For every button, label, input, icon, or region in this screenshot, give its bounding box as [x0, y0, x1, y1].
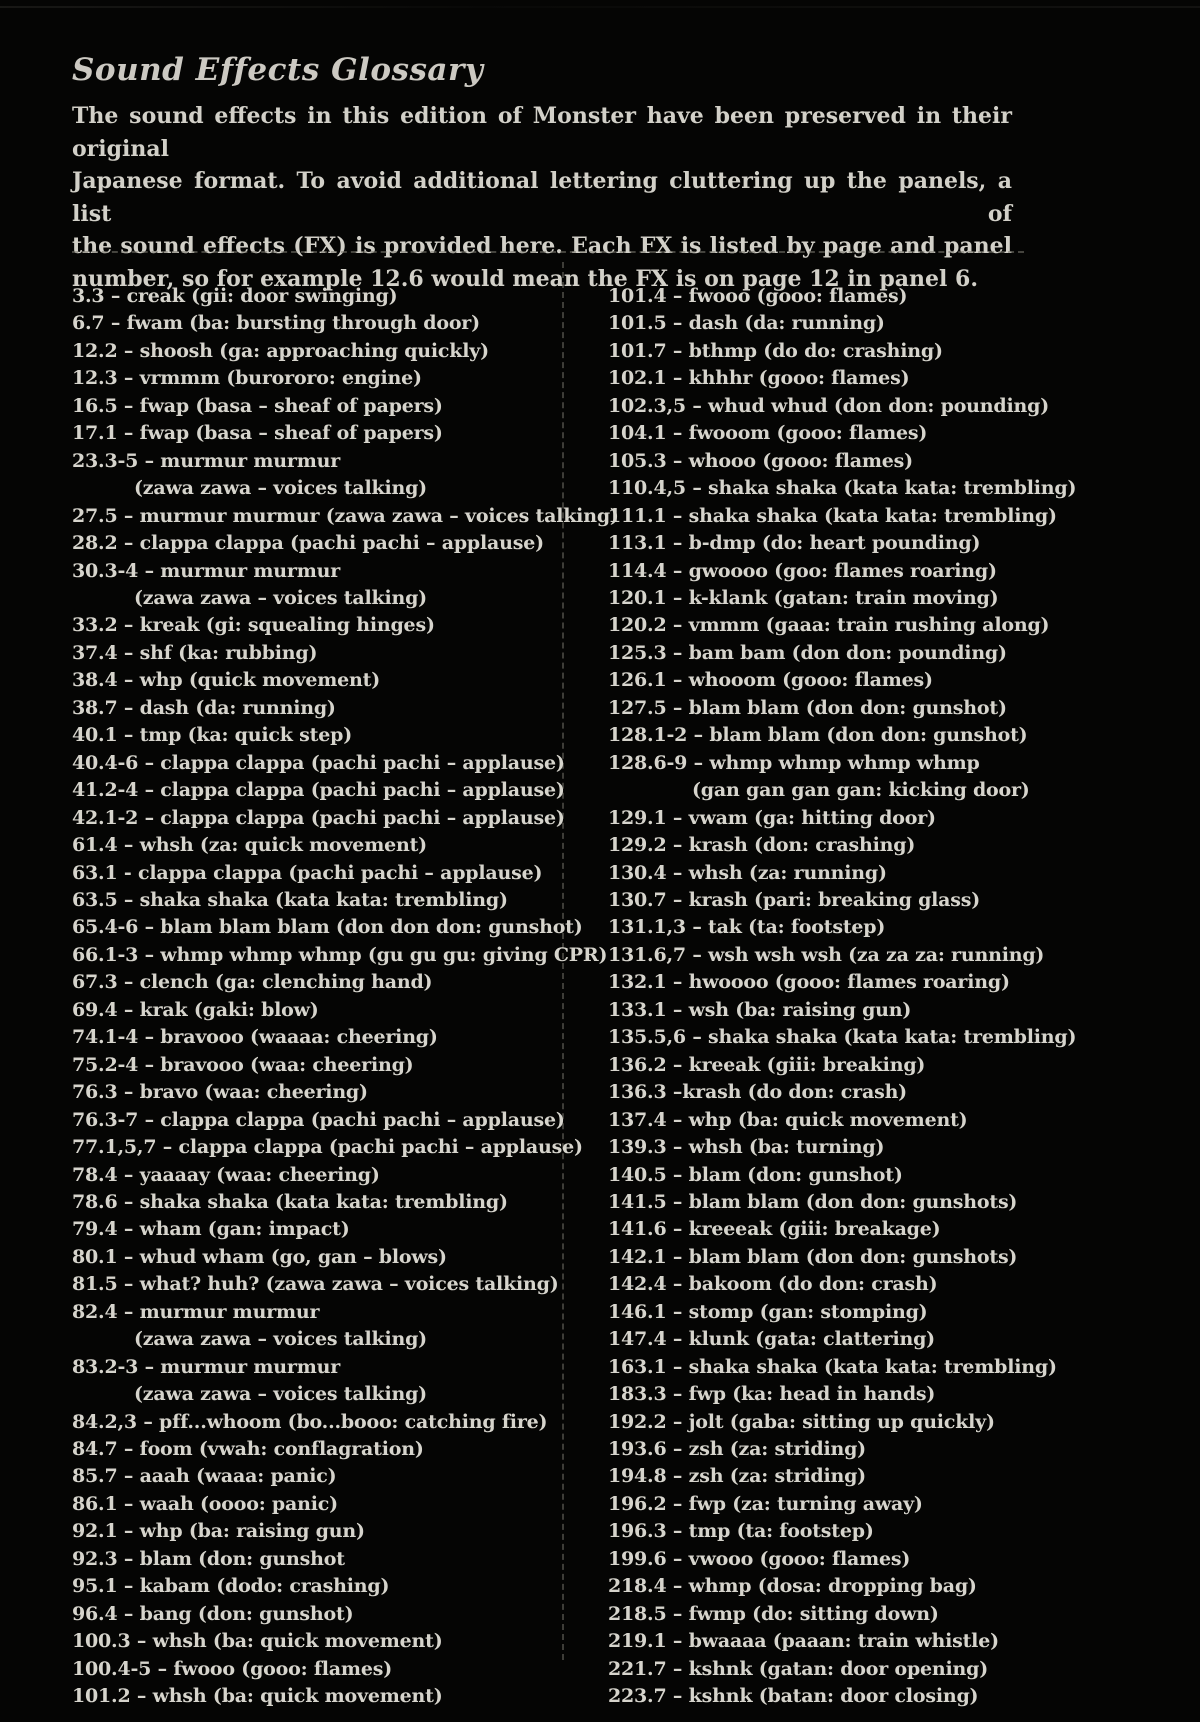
fx-entry: 30.3-4 – murmur murmur	[72, 559, 341, 582]
fx-entry: 63.5 – shaka shaka (kata kata: trembling)	[72, 888, 508, 911]
fx-entry: 146.1 – stomp (gan: stomping)	[608, 1300, 928, 1323]
fx-entry-continuation: (zawa zawa – voices talking)	[134, 1328, 427, 1351]
intro-line: number, so for example 12.6 would mean the FX is on page 12 in panel 6.	[72, 265, 979, 292]
fx-entry: 192.2 – jolt (gaba: sitting up quickly)	[608, 1410, 995, 1433]
fx-entry: 141.5 – blam blam (don don: gunshots)	[608, 1190, 1018, 1213]
fx-entry: 40.1 – tmp (ka: quick step)	[72, 724, 352, 747]
fx-entry: 147.4 – klunk (gata: clattering)	[608, 1328, 935, 1351]
fx-entry: 83.2-3 – murmur murmur	[72, 1355, 341, 1378]
fx-entry: 163.1 – shaka shaka (kata kata: trembling)	[608, 1355, 1057, 1378]
fx-entry: 135.5,6 – shaka shaka (kata kata: trembling)	[608, 1026, 1077, 1049]
fx-entry: 78.6 – shaka shaka (kata kata: trembling)	[72, 1190, 508, 1213]
fx-entry: 12.3 – vrmmm (burororo: engine)	[72, 367, 422, 390]
fx-column-right	[608, 283, 1168, 1711]
fx-entry: 137.4 – whp (ba: quick movement)	[608, 1108, 968, 1131]
fx-entry: 84.7 – foom (vwah: conflagration)	[72, 1438, 424, 1461]
fx-entry-continuation: (zawa zawa – voices talking)	[134, 1383, 427, 1406]
fx-entry: 140.5 – blam (don: gunshot)	[608, 1163, 903, 1186]
fx-entry: 12.2 – shoosh (ga: approaching quickly)	[72, 339, 489, 362]
fx-entry: 127.5 – blam blam (don don: gunshot)	[608, 696, 1007, 719]
fx-entry: 92.3 – blam (don: gunshot	[72, 1547, 345, 1570]
fx-entry: 27.5 – murmur murmur (zawa zawa – voices talking)	[72, 504, 619, 527]
fx-entry: 3.3 – creak (gii: door swinging)	[72, 285, 398, 307]
fx-entry: 42.1-2 – clappa clappa (pachi pachi – applause)	[72, 806, 565, 829]
fx-entry: 120.1 – k-klank (gatan: train moving)	[608, 586, 999, 609]
fx-entry: 75.2-4 – bravooo (waa: cheering)	[72, 1053, 414, 1076]
fx-entry: 61.4 – whsh (za: quick movement)	[72, 834, 427, 857]
fx-entry: 38.7 – dash (da: running)	[72, 696, 336, 719]
fx-entry: 129.1 – vwam (ga: hitting door)	[608, 806, 936, 829]
fx-entry: 33.2 – kreak (gi: squealing hinges)	[72, 614, 435, 637]
fx-entry: 81.5 – what? huh? (zawa zawa – voices talking)	[72, 1273, 559, 1296]
fx-entry: 142.4 – bakoom (do don: crash)	[608, 1273, 938, 1296]
fx-entry: 114.4 – gwoooo (goo: flames roaring)	[608, 559, 997, 582]
fx-entry: 101.7 – bthmp (do do: crashing)	[608, 339, 943, 362]
fx-entry: 63.1 - clappa clappa (pachi pachi – applause)	[72, 861, 543, 884]
fx-entry: 105.3 – whooo (gooo: flames)	[608, 449, 913, 472]
fx-entry: 219.1 – bwaaaa (paaan: train whistle)	[608, 1630, 999, 1653]
fx-entry: 104.1 – fwooom (gooo: flames)	[608, 422, 928, 445]
intro-line: The sound effects in this edition of Monster have been preserved in their original	[72, 103, 1012, 162]
fx-column-left	[72, 283, 619, 1711]
page-title: Sound Effects Glossary	[72, 52, 484, 88]
fx-entry: 67.3 – clench (ga: clenching hand)	[72, 971, 433, 994]
fx-entry: 77.1,5,7 – clappa clappa (pachi pachi – applause)	[72, 1136, 583, 1159]
fx-entry: 126.1 – whooom (gooo: flames)	[608, 669, 933, 692]
fx-entry: 199.6 – vwooo (gooo: flames)	[608, 1547, 911, 1570]
fx-entry: 194.8 – zsh (za: striding)	[608, 1465, 866, 1488]
fx-entry: 102.1 – khhhr (gooo: flames)	[608, 367, 910, 390]
fx-entry: 110.4,5 – shaka shaka (kata kata: trembling)	[608, 477, 1077, 500]
fx-entry: 79.4 – wham (gan: impact)	[72, 1218, 350, 1241]
fx-entry: 133.1 – wsh (ba: raising gun)	[608, 998, 912, 1021]
fx-entry: 101.4 – fwooo (gooo: flames)	[608, 285, 908, 307]
fx-entry: 120.2 – vmmm (gaaa: train rushing along)	[608, 614, 1050, 637]
fx-entry: 17.1 – fwap (basa – sheaf of papers)	[72, 422, 443, 445]
fx-entry: 111.1 – shaka shaka (kata kata: trembling)	[608, 504, 1057, 527]
fx-entry-continuation: (zawa zawa – voices talking)	[134, 586, 427, 609]
separator-line	[72, 251, 1024, 253]
fx-entry: 102.3,5 – whud whud (don don: pounding)	[608, 394, 1049, 417]
fx-entry-continuation: (zawa zawa – voices talking)	[134, 477, 427, 500]
intro-paragraph	[72, 100, 1012, 295]
fx-entry: 113.1 – b-dmp (do: heart pounding)	[608, 532, 981, 555]
fx-entry: 84.2,3 – pff...whoom (bo...booo: catching fire)	[72, 1410, 548, 1433]
fx-entry: 100.4-5 – fwooo (gooo: flames)	[72, 1657, 392, 1680]
fx-entry: 96.4 – bang (don: gunshot)	[72, 1602, 354, 1625]
fx-entry: 136.2 – kreeak (giii: breaking)	[608, 1053, 926, 1076]
fx-entry: 130.4 – whsh (za: running)	[608, 861, 887, 884]
fx-entry: 69.4 – krak (gaki: blow)	[72, 998, 319, 1021]
fx-entry: 23.3-5 – murmur murmur	[72, 449, 341, 472]
fx-entry: 131.6,7 – wsh wsh wsh (za za za: running)	[608, 943, 1045, 966]
intro-line: Japanese format. To avoid additional lettering cluttering up the panels, a list of	[72, 168, 1012, 227]
fx-entry: 28.2 – clappa clappa (pachi pachi – applause)	[72, 532, 544, 555]
fx-entry: 76.3 – bravo (waa: cheering)	[72, 1081, 368, 1104]
fx-entry: 125.3 – bam bam (don don: pounding)	[608, 641, 1007, 664]
fx-entry-continuation: (gan gan gan gan: kicking door)	[692, 779, 1030, 802]
fx-entry: 221.7 – kshnk (gatan: door opening)	[608, 1657, 989, 1680]
fx-entry: 95.1 – kabam (dodo: crashing)	[72, 1575, 390, 1598]
fx-entry: 142.1 – blam blam (don don: gunshots)	[608, 1245, 1018, 1268]
fx-entry: 218.5 – fwmp (do: sitting down)	[608, 1602, 939, 1625]
fx-entry: 129.2 – krash (don: crashing)	[608, 834, 916, 857]
fx-entry: 101.2 – whsh (ba: quick movement)	[72, 1685, 443, 1708]
fx-entry: 218.4 – whmp (dosa: dropping bag)	[608, 1575, 977, 1598]
fx-entry: 74.1-4 – bravooo (waaaa: cheering)	[72, 1026, 438, 1049]
fx-entry: 92.1 – whp (ba: raising gun)	[72, 1520, 365, 1543]
fx-entry: 85.7 – aaah (waaa: panic)	[72, 1465, 337, 1488]
fx-entry: 41.2-4 – clappa clappa (pachi pachi – applause)	[72, 779, 565, 802]
fx-entry: 86.1 – waah (oooo: panic)	[72, 1492, 338, 1515]
fx-entry: 139.3 – whsh (ba: turning)	[608, 1136, 885, 1159]
fx-entry: 101.5 – dash (da: running)	[608, 312, 885, 335]
fx-entry: 141.6 – kreeeak (giii: breakage)	[608, 1218, 941, 1241]
fx-entry: 37.4 – shf (ka: rubbing)	[72, 641, 318, 664]
fx-entry: 76.3-7 – clappa clappa (pachi pachi – applause)	[72, 1108, 565, 1131]
intro-line: the sound effects (FX) is provided here. Each FX is listed by page and panel	[72, 233, 1012, 259]
fx-entry: 66.1-3 – whmp whmp whmp (gu gu gu: giving CPR)	[72, 943, 608, 966]
fx-entry: 196.3 – tmp (ta: footstep)	[608, 1520, 874, 1543]
fx-entry: 100.3 – whsh (ba: quick movement)	[72, 1630, 443, 1653]
fx-entry: 136.3 –krash (do don: crash)	[608, 1081, 907, 1104]
fx-entry: 16.5 – fwap (basa – sheaf of papers)	[72, 394, 443, 417]
fx-entry: 128.6-9 – whmp whmp whmp whmp	[608, 751, 980, 774]
fx-entry: 132.1 – hwoooo (gooo: flames roaring)	[608, 971, 1010, 994]
fx-entry: 38.4 – whp (quick movement)	[72, 669, 381, 692]
fx-entry: 196.2 – fwp (za: turning away)	[608, 1492, 923, 1515]
fx-entry: 130.7 – krash (pari: breaking glass)	[608, 888, 981, 911]
fx-entry: 80.1 – whud wham (go, gan – blows)	[72, 1245, 447, 1268]
fx-entry: 65.4-6 – blam blam blam (don don don: gunshot)	[72, 916, 583, 939]
fx-entry: 6.7 – fwam (ba: bursting through door)	[72, 312, 480, 335]
fx-entry: 131.1,3 – tak (ta: footstep)	[608, 916, 886, 939]
fx-entry: 40.4-6 – clappa clappa (pachi pachi – applause)	[72, 751, 565, 774]
fx-entry: 128.1-2 – blam blam (don don: gunshot)	[608, 724, 1028, 747]
fx-entry: 183.3 – fwp (ka: head in hands)	[608, 1383, 936, 1406]
fx-entry: 223.7 – kshnk (batan: door closing)	[608, 1685, 979, 1708]
fx-entry: 193.6 – zsh (za: striding)	[608, 1438, 866, 1461]
fx-entry: 82.4 – murmur murmur	[72, 1300, 320, 1323]
fx-entry: 78.4 – yaaaay (waa: cheering)	[72, 1163, 380, 1186]
scan-edge	[0, 6, 1200, 8]
